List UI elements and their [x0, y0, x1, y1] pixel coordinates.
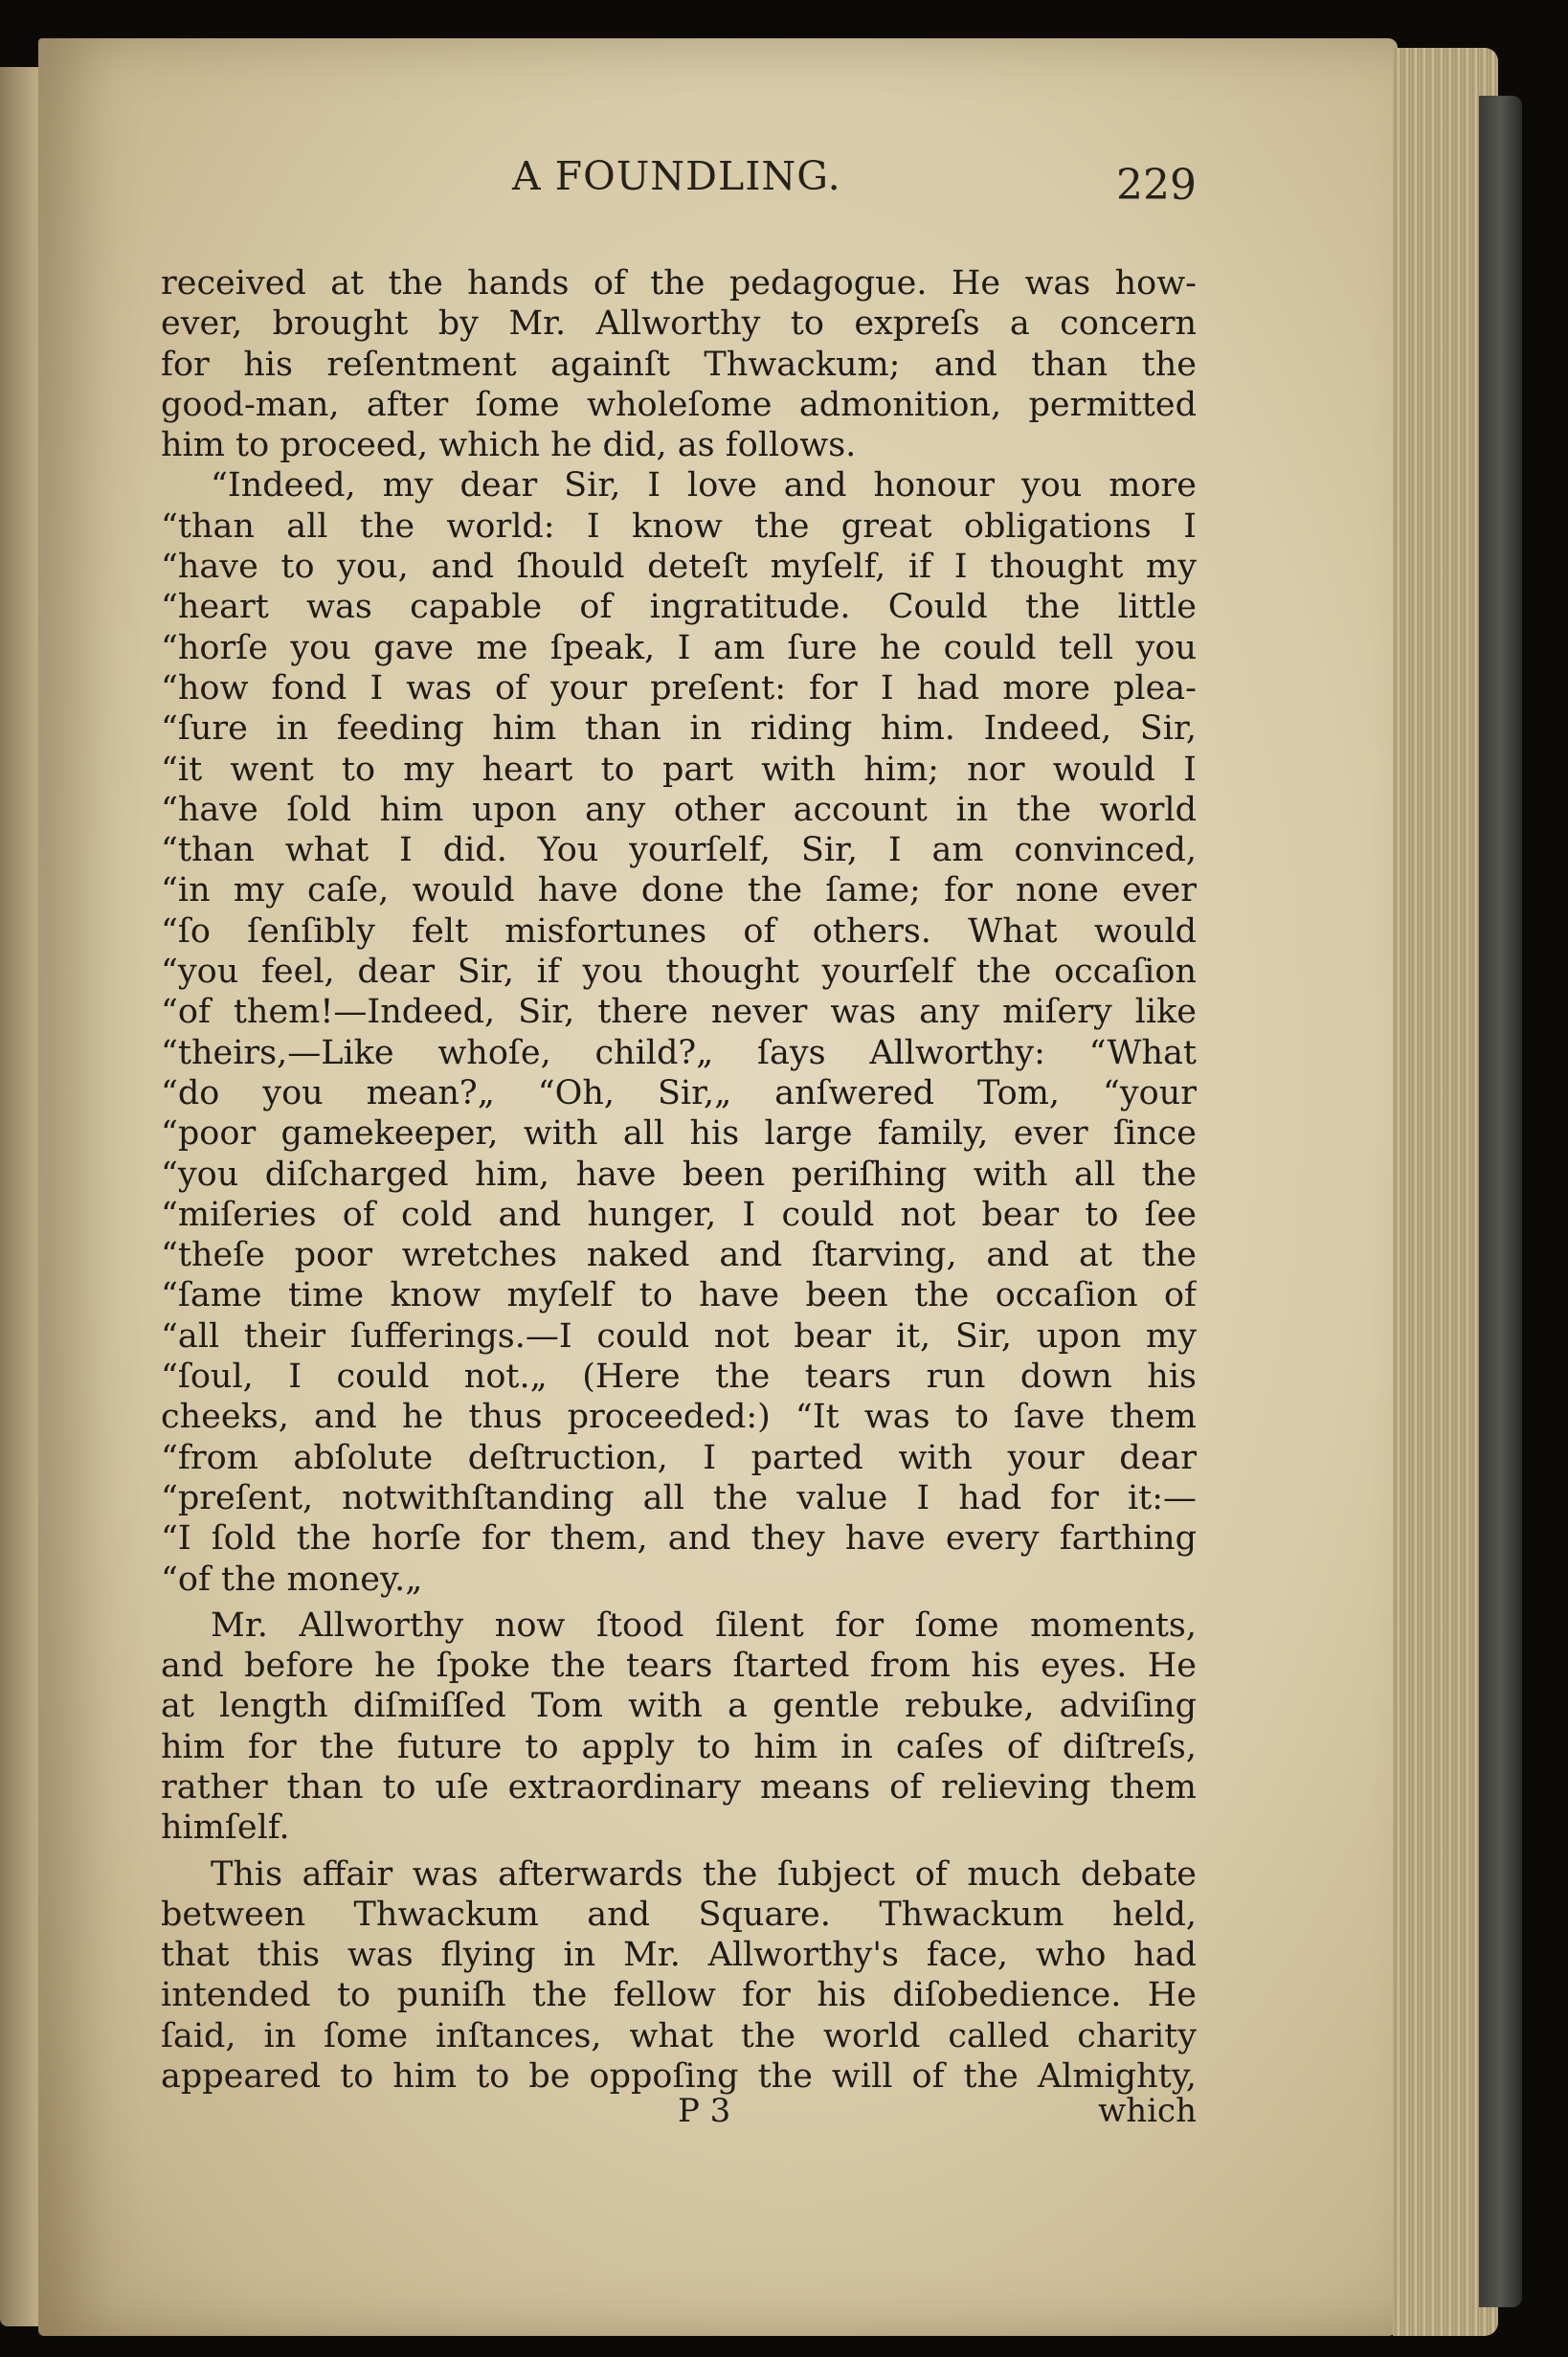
text-line: “than what I did. You yourſelf, Sir, I am convinced,: [161, 831, 1197, 870]
text-line: for his reſentment againſt Thwackum; and than the: [161, 345, 1197, 384]
text-line: appeared to him to be oppoſing the will of the Almighty,: [161, 2057, 1197, 2097]
catchword: which: [1098, 2092, 1197, 2130]
text-line: This affair was afterwards the ſubject of much debate: [211, 1854, 1197, 1894]
text-line: “of them!—Indeed, Sir, there never was any miſery like: [161, 993, 1197, 1032]
book-cover-edge: [1479, 96, 1522, 2307]
page-footer: [161, 2092, 1197, 2134]
text-line: “heart was capable of ingratitude. Could the little: [161, 588, 1197, 627]
text-line: “horſe you gave me ſpeak, I am ſure he could tell you: [161, 628, 1197, 667]
text-line: received at the hands of the pedagogue. He was how-: [161, 264, 1197, 303]
text-line: “ſo ſenſibly felt misfortunes of others. What would: [161, 911, 1197, 951]
text-line: that this was flying in Mr. Allworthy's face, who had: [161, 1936, 1197, 1975]
text-line: “have to you, and ſhould deteſt myſelf, if I thought my: [161, 548, 1197, 587]
text-line: himſelf.: [161, 1808, 290, 1848]
text-line: good-man, after ſome wholeſome admonition, permitted: [161, 385, 1197, 424]
text-line: him for the future to apply to him in caſes of diſtreſs,: [161, 1727, 1197, 1766]
text-line: Mr. Allworthy now ſtood ſilent for ſome moments,: [211, 1605, 1197, 1645]
text-line: “ſame time know myſelf to have been the occaſion of: [161, 1276, 1197, 1315]
text-line: “you feel, dear Sir, if you thought yourſelf the occaſion: [161, 953, 1197, 992]
text-line: ſaid, in ſome inſtances, what the world called charity: [161, 2016, 1197, 2055]
text-line: “in my caſe, would have done the ſame; for none ever: [161, 871, 1197, 910]
text-line: at length diſmiſſed Tom with a gentle rebuke, adviſing: [161, 1687, 1197, 1726]
text-line: him to proceed, which he did, as follows.: [161, 426, 857, 465]
text-line: “than all the world: I know the great obligations I: [161, 506, 1197, 546]
text-line: “of the money.„: [161, 1560, 423, 1599]
text-line: rather than to uſe extraordinary means of relieving them: [161, 1767, 1197, 1807]
text-line: and before he ſpoke the tears ſtarted from his eyes. He: [161, 1647, 1197, 1686]
text-line: ever, brought by Mr. Allworthy to expreſs a concern: [161, 304, 1197, 344]
page-header: [163, 153, 1197, 220]
text-line: “ſure in feeding him than in riding him. Indeed, Sir,: [161, 709, 1197, 749]
body-text: [161, 263, 1197, 2097]
signature-mark: P 3: [678, 2092, 731, 2130]
text-line: “it went to my heart to part with him; nor would I: [161, 750, 1197, 789]
text-line: “I ſold the horſe for them, and they have every farthing: [161, 1519, 1197, 1559]
page-number: 229: [1116, 161, 1197, 210]
text-line: “poor gamekeeper, with all his large family, ever ſince: [161, 1114, 1197, 1154]
text-line: “have ſold him upon any other account in the world: [161, 790, 1197, 829]
text-line: “how fond I was of your preſent: for I had more plea-: [161, 668, 1197, 707]
running-title: A FOUNDLING.: [512, 153, 841, 199]
text-line: “all their ſufferings.—I could not bear it, Sir, upon my: [161, 1316, 1197, 1356]
text-line: “ſoul, I could not.„ (Here the tears run down his: [161, 1358, 1197, 1397]
text-line: “preſent, notwithſtanding all the value I had for it:—: [161, 1478, 1197, 1517]
text-line: “miſeries of cold and hunger, I could not bear to ſee: [161, 1195, 1197, 1234]
text-line: cheeks, and he thus proceeded:) “It was to ſave them: [161, 1398, 1197, 1437]
text-line: “theſe poor wretches naked and ſtarving, and at the: [161, 1236, 1197, 1275]
text-line: “Indeed, my dear Sir, I love and honour you more: [211, 466, 1197, 505]
text-line: “do you mean?„ “Oh, Sir,„ anſwered Tom, “your: [161, 1073, 1197, 1112]
text-line: between Thwackum and Square. Thwackum held,: [161, 1895, 1197, 1934]
text-line: intended to puniſh the fellow for his diſobedience. He: [161, 1976, 1197, 2015]
text-line: “theirs,—Like whoſe, child?„ ſays Allworthy: “What: [161, 1033, 1197, 1072]
text-line: “you diſcharged him, have been periſhing with all the: [161, 1155, 1197, 1194]
text-line: “from abſolute deſtruction, I parted with your dear: [161, 1438, 1197, 1477]
